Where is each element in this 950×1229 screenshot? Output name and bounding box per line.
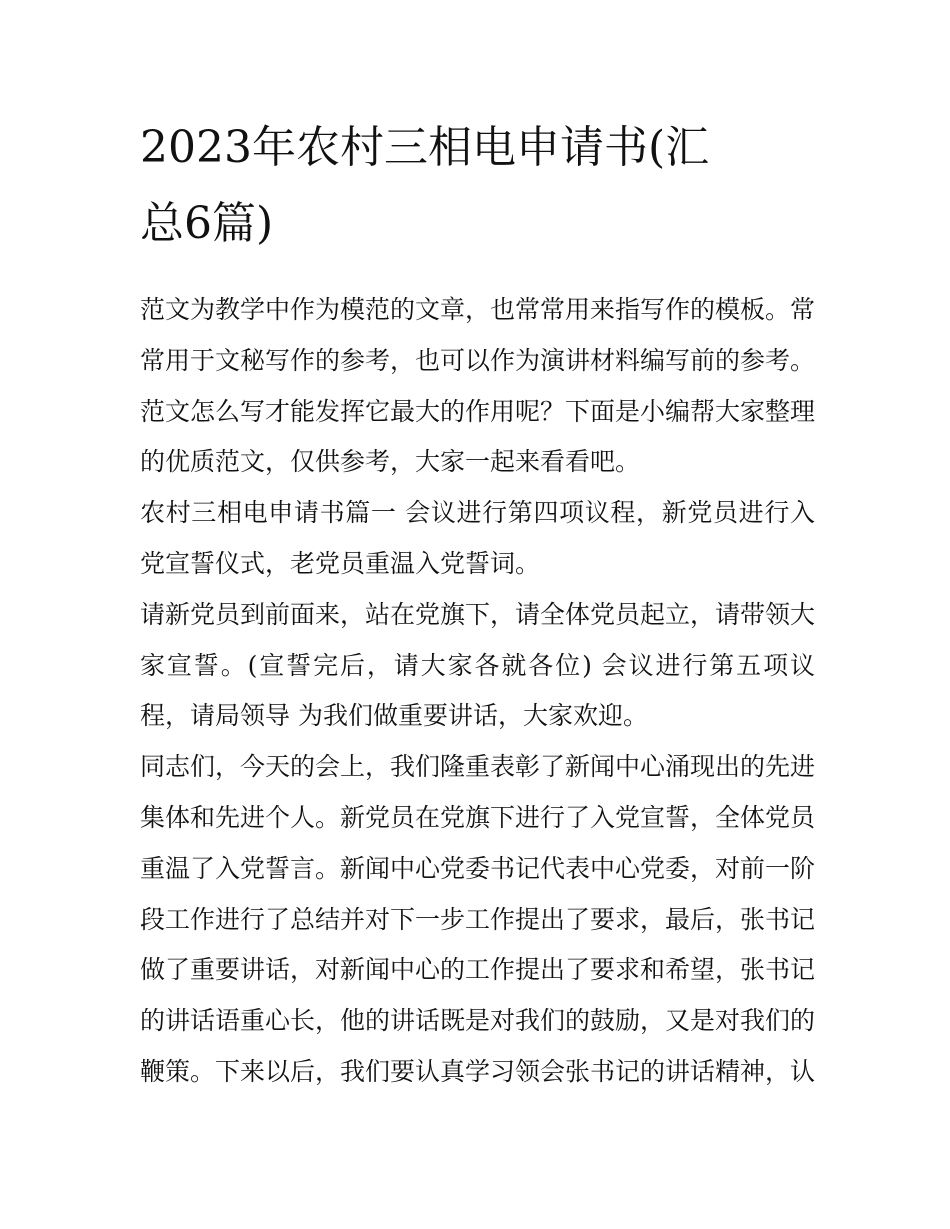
paragraph-intro: 范文为教学中作为模范的文章，也常常用来指写作的模板。常常用于文秘写作的参考，也可以作为演讲材料编写前的参考。范文怎么写才能发挥它最大的作用呢？下面是小编帮大家整理的优质范文，仅供参考，大家一起来看看吧。: [140, 295, 816, 477]
paragraph-speech: 同志们，今天的会上，我们隆重表彰了新闻中心涌现出的先进集体和先进个人。新党员在党旗下进行了入党宣誓，全体党员重温了入党誓言。新闻中心党委书记代表中心党委，对前一阶段工作进行了总结并对下一步工作提出了要求，最后，张书记做了重要讲话，对新闻中心的工作提出了要求和希望，张书记的讲话语重心长，他的讲话既是对我们的鼓励，又是对我们的鞭策。下来以后，我们要认真学习领会张书记的讲话精神，认: [140, 752, 816, 1086]
document-title: [140, 110, 815, 262]
title-line-2: 总6篇): [140, 198, 274, 249]
title-line-1: 2023年农村三相电申请书(汇: [140, 122, 710, 173]
document-page: [140, 110, 815, 1098]
paragraph-agenda-5: 请新党员到前面来，站在党旗下，请全体党员起立，请带领大家宣誓。(宣誓完后，请大家各就各位) 会议进行第五项议程，请局领导 为我们做重要讲话，大家欢迎。: [140, 599, 816, 731]
paragraph-agenda-4: 农村三相电申请书篇一 会议进行第四项议程，新党员进行入党宣誓仪式，老党员重温入党誓词。: [140, 498, 815, 578]
document-body: [140, 285, 815, 1098]
